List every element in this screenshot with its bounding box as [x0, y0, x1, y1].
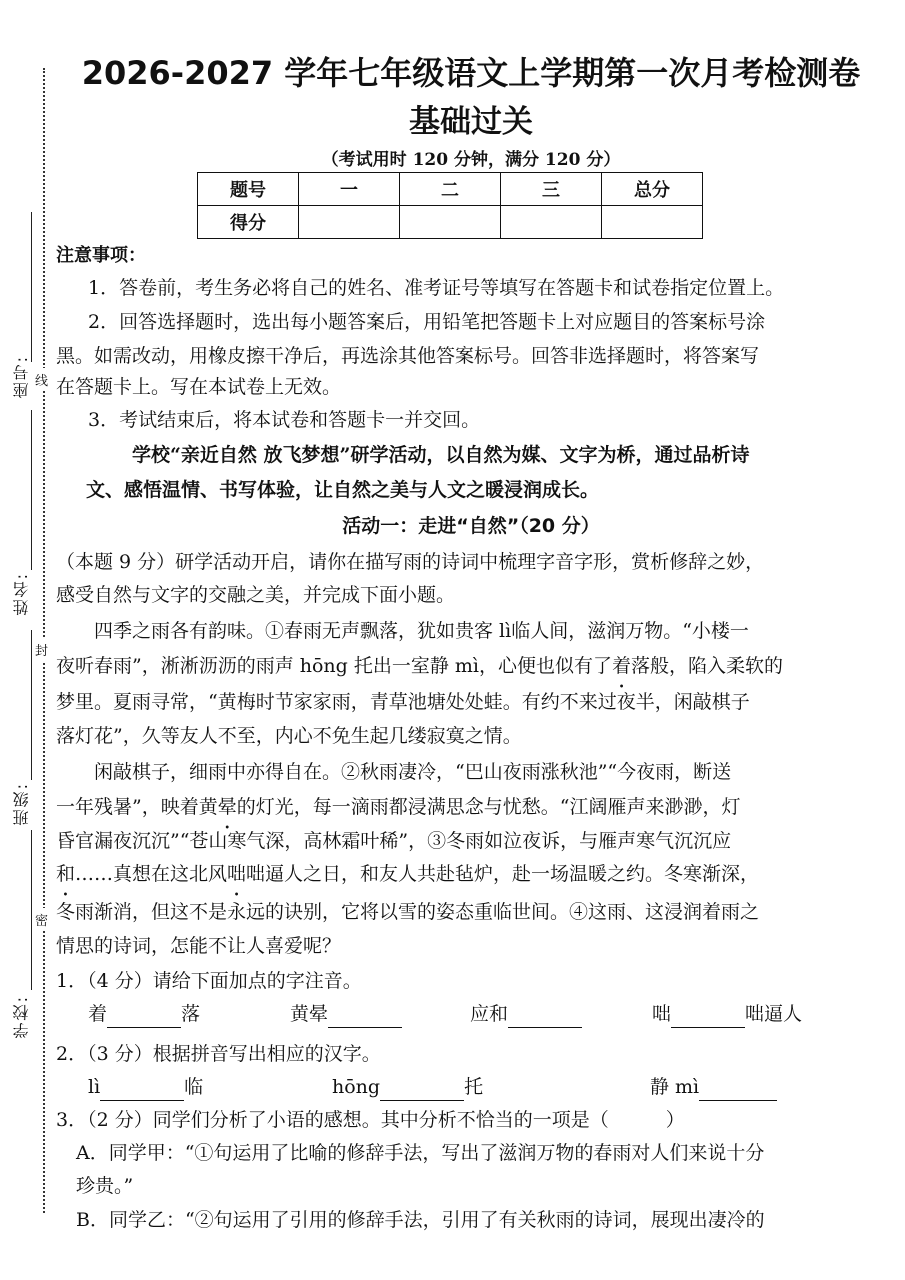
- score-cell: 二: [400, 173, 501, 206]
- passage-text: 的灯光，每一滴雨都浸满思念与忧愁。“江阔雁声来渺渺，灯: [236, 796, 741, 818]
- score-input-cell[interactable]: [400, 206, 501, 239]
- notice-item-2-end: 在答题卡上。写在本试卷上无效。: [56, 376, 342, 398]
- cut-mark-mi: 密: [35, 908, 48, 931]
- question-2-stem: 2．（3 分）根据拼音写出相应的汉字。: [56, 1043, 381, 1065]
- name-line: [31, 410, 32, 570]
- intro-line-2: 文、感悟温情、书写体验，让自然之美与人文之暖浸润成长。: [86, 479, 600, 501]
- answer-blank[interactable]: [107, 1007, 181, 1028]
- school-line: [31, 830, 32, 990]
- notice-item-2-cont: 黑。如需改动，用橡皮擦干净后，再选涂其他答案标号。回答非选择题时，将答案写: [56, 345, 760, 367]
- activity1-lead-1: （本题 9 分）研学活动开启，请你在描写雨的诗词中梳理字音字形，赏析修辞之妙，: [56, 551, 765, 573]
- dotted-char: 和: [56, 863, 76, 885]
- q1-char: 着: [88, 1003, 108, 1025]
- exam-subtitle: 基础过关: [409, 104, 533, 140]
- passage-line-2: [56, 652, 783, 680]
- school-label: 学校:: [12, 995, 31, 1039]
- score-table-header-row: [198, 173, 703, 206]
- passage-line-10: 情思的诗词，怎能不让人喜爱呢？: [56, 935, 342, 957]
- passage-line-1: 四季之雨各有韵味。①春雨无声飘落，犹如贵客 lì临人间，滋润万物。“小楼一: [94, 620, 749, 642]
- dotted-char: 着: [612, 655, 632, 677]
- q1-item-2: [290, 1000, 402, 1028]
- passage-line-3: 梦里。夏雨寻常，“黄梅时节家家雨，青草池塘处处蛙。有约不来过夜半，闲敲棋子: [56, 691, 750, 713]
- score-cell: 得分: [198, 206, 299, 239]
- passage-line-9: 冬雨渐消，但这不是永远的诀别，它将以雪的姿态重临世间。④这雨、这浸润着雨之: [56, 901, 760, 923]
- class-line: [31, 630, 32, 780]
- q1-char: 落: [181, 1003, 201, 1025]
- score-cell: 题号: [198, 173, 299, 206]
- passage-line-6: [56, 793, 740, 821]
- q1-item-1: [88, 1000, 200, 1028]
- passage-text: ……真想在这北风: [75, 863, 228, 885]
- binding-margin: [0, 0, 60, 1280]
- answer-blank[interactable]: [380, 1080, 464, 1101]
- notice-item-1: 1．答卷前，考生务必将自己的姓名、准考证号等填写在答题卡和试卷指定位置上。: [88, 277, 785, 299]
- score-table: [197, 172, 703, 239]
- q2-item-1: [88, 1073, 203, 1101]
- q1-item-3: [470, 1000, 582, 1028]
- passage-text: 落般，陷入柔软的: [631, 655, 784, 677]
- answer-blank[interactable]: [699, 1080, 777, 1101]
- q2-pinyin: lì: [88, 1076, 101, 1098]
- passage-line-7: 昏官漏夜沉沉”“苍山寒气深，高林霜叶稀”，③冬雨如泣夜诉，与雁声寒气沉沉应: [56, 830, 732, 852]
- q1-char: 应和: [470, 1003, 509, 1025]
- dotted-char: 咄: [227, 863, 247, 885]
- passage-line-8: [56, 860, 759, 888]
- q1-item-4: [652, 1000, 802, 1028]
- answer-blank[interactable]: [100, 1080, 184, 1101]
- class-label: 班级:: [12, 782, 31, 826]
- score-cell: 总分: [602, 173, 703, 206]
- q2-pinyin: 静 mì: [650, 1076, 700, 1098]
- score-input-cell[interactable]: [501, 206, 602, 239]
- q2-item-3: [650, 1073, 777, 1101]
- score-input-cell[interactable]: [299, 206, 400, 239]
- q3-option-b[interactable]: B．同学乙：“②句运用了引用的修辞手法，引用了有关秋雨的诗词，展现出凄冷的: [76, 1209, 765, 1231]
- activity1-lead-2: 感受自然与文字的交融之美，并完成下面小题。: [56, 584, 456, 606]
- dotted-char: 晕: [217, 796, 237, 818]
- cut-mark-xian: 线: [35, 368, 48, 391]
- activity1-heading: 活动一：走进“自然”（20 分）: [342, 515, 600, 537]
- q2-item-2: [332, 1073, 483, 1101]
- answer-blank[interactable]: [328, 1007, 402, 1028]
- passage-line-4: 落灯花”，久等友人不至，内心不免生起几缕寂寞之情。: [56, 725, 522, 747]
- notice-item-3: 3．考试结束后，将本试卷和答题卡一并交回。: [88, 409, 481, 431]
- q1-char: 咄逼人: [745, 1003, 803, 1025]
- q1-char: 咄: [652, 1003, 672, 1025]
- passage-text: 一年残暑”，映着黄: [56, 796, 218, 818]
- answer-blank[interactable]: [671, 1007, 745, 1028]
- notice-item-2: 2．回答选择题时，选出每小题答案后，用铅笔把答题卡上对应题目的答案标号涂: [88, 311, 766, 333]
- q2-char: 托: [464, 1076, 484, 1098]
- question-3-stem: 3．（2 分）同学们分析了小语的感想。其中分析不恰当的一项是（ ）: [56, 1109, 685, 1131]
- passage-line-5: 闲敲棋子，细雨中亦得自在。②秋雨凄冷，“巴山夜雨涨秋池”“今夜雨，断送: [94, 761, 732, 783]
- score-input-cell[interactable]: [602, 206, 703, 239]
- answer-blank[interactable]: [508, 1007, 582, 1028]
- passage-text: 咄逼人之日，和友人共赴毡炉，赴一场温暖之约。冬寒渐深，: [246, 863, 760, 885]
- seat-number-label: 座号:: [12, 355, 31, 399]
- q2-char: 临: [184, 1076, 204, 1098]
- passage-text: 夜听春雨”，淅淅沥沥的雨声 hōng 托出一室静 mì，心便也似有了: [56, 655, 613, 677]
- cut-mark-feng: 封: [35, 638, 48, 661]
- score-table-score-row: [198, 206, 703, 239]
- q1-char: 黄晕: [290, 1003, 329, 1025]
- score-cell: 三: [501, 173, 602, 206]
- seat-number-line: [31, 212, 32, 362]
- intro-line-1: 学校“亲近自然 放飞梦想”研学活动，以自然为媒、文字为桥，通过品析诗: [132, 444, 750, 466]
- score-cell: 一: [299, 173, 400, 206]
- exam-info: （考试用时 120 分钟，满分 120 分）: [321, 150, 621, 170]
- name-label: 姓名:: [12, 572, 31, 616]
- question-1-stem: 1．（4 分）请给下面加点的字注音。: [56, 970, 362, 992]
- q3-option-a[interactable]: A．同学甲：“①句运用了比喻的修辞手法，写出了滋润万物的春雨对人们来说十分: [76, 1142, 765, 1164]
- q3-option-a-cont: 珍贵。”: [76, 1175, 134, 1197]
- q2-pinyin: hōng: [332, 1076, 381, 1098]
- notice-heading: 注意事项：: [56, 245, 146, 266]
- exam-title: 2026-2027 学年七年级语文上学期第一次月考检测卷: [81, 54, 861, 92]
